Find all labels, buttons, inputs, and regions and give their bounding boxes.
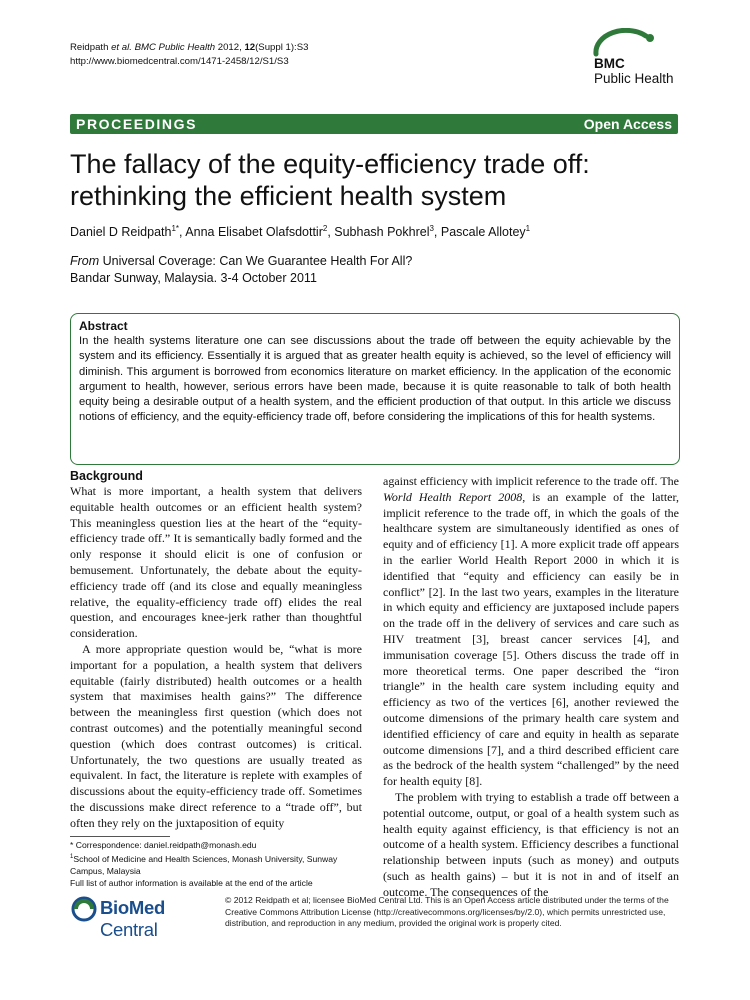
author: Pascale Allotey — [440, 225, 526, 240]
paragraph: What is more important, a health system that delivers equitable health outcomes or an efficient health system? This meaningless question lies at the heart of the “equity-efficiency trade off.” It is semantically badly formed and the only response it should elicit is one of confusion or bemusement. Unfortunately, the debate about the equity-efficiency trade off (and its close and equally meaningless relative, the equality-efficiency trade off) elides the real question, and encourages knee-jerk rather than thoughtful consideration. — [70, 484, 362, 641]
article-title — [70, 148, 680, 212]
full-list-note: Full list of author information is available at the end of the article — [70, 877, 313, 888]
body-column-right — [383, 474, 679, 901]
bmc-public-health-logo — [586, 28, 686, 98]
paragraph: The problem with trying to establish a trade off between a potential outcome, output, or goal of a health system such as health equity against efficiency, is that efficiency is not an outcome of a health system. Efficiency describes a functional relationship between inputs (such as money) and outputs (such as health gains) – but it is not in and of itself an outcome. The consequences of the — [383, 789, 679, 899]
section-banner — [70, 114, 678, 134]
footnote-divider — [70, 836, 170, 837]
conference-info — [70, 253, 680, 287]
abstract-heading: Abstract — [79, 319, 128, 333]
title-line-1: The fallacy of the equity-efficiency trade off: — [70, 149, 590, 179]
conference-name: From Universal Coverage: Can We Guarantee Health For All? — [70, 254, 413, 268]
biomed-central-logo: BioMed Central — [70, 894, 220, 924]
title-line-2: rethinking the efficient health system — [70, 181, 507, 211]
section-heading-background: Background — [70, 469, 143, 483]
journal-citation — [70, 41, 308, 69]
author-list: Daniel D Reidpath$^{1*}$, Anna Elisabet Olafsdottir$^2$, Subhash Pokhrel$^3$, Pascale Allotey$^1$ — [70, 224, 531, 240]
author: Daniel D Reidpath — [70, 225, 172, 240]
conference-place: Bandar Sunway, Malaysia. 3-4 October 2011 — [70, 271, 317, 285]
body-column-left — [70, 468, 362, 832]
open-access-label: Open Access — [583, 116, 672, 132]
paragraph: against efficiency with implicit reference to the trade off. The World Health Report 2008, is an example of the latter, implicit reference to the trade off, in which the goals of the healthcare system are simultaneously identified as ones of equity and of efficiency [1]. A more explicit trade off appears in the earlier World Health Report 2000 in which it is identified that “equity and efficiency can easily be in conflict” [2]. In the last two years, examples in the literature in which equity and efficiency are juxtaposed include papers on the trade off in the delivery of services and care such as HIV treatment [3], breast cancer services [4], and immunisation coverage [5]. Others discuss the trade off in more theoretical terms. One paper described the “iron triangle” in the health care system including equity and efficiency as two of the vertices [6], another reviewed the outcome dimensions of the primary health care system and identified efficiency of care and equity in health as separate outcome dimensions [7], and a third described efficient care as the bedrock of the health system “challenged” by the need for health equity [8]. — [383, 474, 680, 789]
abstract-box — [70, 313, 680, 465]
footnotes — [70, 836, 362, 889]
author: Subhash Pokhrel — [334, 225, 430, 240]
article-url[interactable]: http://www.biomedcentral.com/1471-2458/12/S1/S3 — [70, 56, 289, 67]
logo-line-2: Public Health — [594, 71, 674, 86]
affiliation-note: $^1$School of Medicine and Health Sciences, Monash University, Sunway Campus, Malaysia — [70, 853, 338, 876]
abstract-text: In the health systems literature one can see discussions about the trade off between the equity achievable by the system and its efficiency. Essentially it is argued that as greater health equity is achieved, so the level of efficiency will diminish. This argument is borrowed from economics literature on market efficiency. In the application of the economic argument to health, however, serious errors have been made, because it is quite reasonable to talk of both health equity being a desirable output of a health system, and the efficient production of that output. In this article we discuss notions of efficiency, and the equity-efficiency trade off, before considering the implications of this for health systems. — [79, 335, 671, 424]
biomed-swirl-icon — [70, 894, 100, 924]
author: Anna Elisabet Olafsdottir — [185, 225, 323, 240]
section-label: PROCEEDINGS — [76, 116, 198, 132]
paragraph: A more appropriate question would be, “what is more important for a population, a health system that delivers equitable (fairly distributed) health outcomes or a health system that maximises health gains?” The difference between the meaningless first question (which does not contrast outcomes) and the potentially meaningful second question (which does contrast outcomes) is critical. Unfortunately, the two questions are usually treated as equivalent. In fact, the literature is replete with examples of discussions about the equity-efficiency trade off. Sometimes the discussions make direct reference to a “trade off”, but often they rely on the juxtaposition of equity — [70, 641, 362, 830]
correspondence-note: * Correspondence: daniel.reidpath@monash.edu — [70, 840, 257, 850]
citation-line: Reidpath et al. BMC Public Health 2012, 12(Suppl 1):S3 — [70, 42, 309, 53]
license-text: © 2012 Reidpath et al; licensee BioMed Central Ltd. This is an Open Access article distributed under the terms of the Creative Commons Attribution License (http://creativecommons.org/licenses/by/2.0), which permits unrestricted use, distribution, and reproduction in any medium, provided the original work is properly cited. — [225, 895, 669, 929]
logo-line-1: BMC — [594, 56, 625, 71]
